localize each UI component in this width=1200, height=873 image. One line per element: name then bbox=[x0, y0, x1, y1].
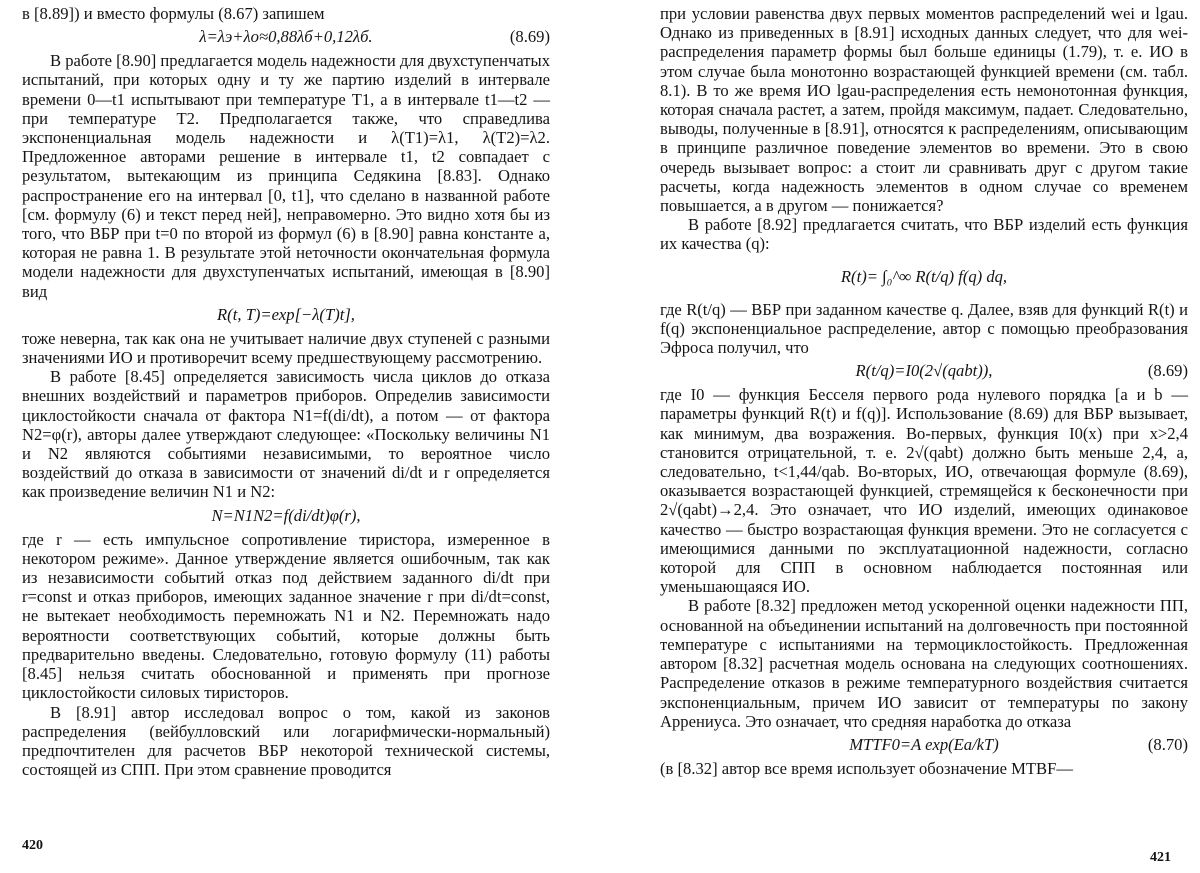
page-number-right: 421 bbox=[1150, 850, 1171, 865]
paragraph: В работе [8.32] предложен метод ускоренной оценки надежности ПП, основанной на объединении испытаний на долговечность при постоянной температуре с испытаниями на термоциклостойкость. Предложенная автором [8.32] расчетная модель основана на следующих соотношениях. Распределение отказов в режиме температурного воздействия считается экспоненциальным, причем ИО зависит от температуры по закону Аррениуса. Это означает, что средняя наработка до отказа bbox=[660, 596, 1188, 731]
formula bbox=[22, 23, 550, 51]
paragraph: В работе [8.92] предлагается считать, что ВБР изделий есть функция их качества (q): bbox=[660, 215, 1188, 254]
equation-number: (8.69) bbox=[1147, 361, 1188, 381]
formula bbox=[660, 254, 1188, 300]
formula bbox=[22, 301, 550, 329]
formula-text: R(t)= ∫₀^∞ R(t/q) f(q) dq, bbox=[840, 266, 1008, 286]
formula bbox=[22, 502, 550, 530]
paragraph: где R(t/q) — ВБР при заданном качестве q. Далее, взяв для функций R(t) и f(q) экспоненциальное распределение, автор с помощью преобразования Эфроса получил, что bbox=[660, 299, 1188, 358]
left-page bbox=[22, 4, 550, 779]
paragraph: В работе [8.90] предлагается модель надежности для двухступенчатых испытаний, при которых одну и ту же партию изделий в интервале времени 0—t1 испытывают при температуре T1, а в интервале t1—t2 — при температуре T2. Предполагается также, что справедлива экспоненциальная модель надежности и λ(T1)=λ1, λ(T2)=λ2. Предложенное авторами решение в интервале t1, t2 совпадает с результатом, вытекающим из принципа Седякина [8.83]. Однако распространение его на интервал [0, t1], что сделано в названной работе [см. формулу (6) и текст перед ней], неправомерно. Это видно хотя бы из того, что ВБР при t=0 по второй из формул (6) в [8.90] равна константе a, которая не равна 1. В результате этой неточности окончательная формула модели надежности для двухступенчатых испытаний, имеющая в [8.90] вид bbox=[22, 51, 550, 301]
formula-text: λ=λэ+λо≈0,88λб+0,12λб. bbox=[199, 27, 373, 47]
paragraph: где I0 — функция Бесселя первого рода нулевого порядка [a и b — параметры функций R(t) и f(q)]. Использование (8.69) для ВБР вызывает, как минимум, два возражения. Во-первых, функция I0(x) при x>2,4 становится отрицательной, т. е. 2√(qabt) должно быть меньше 2,4, а, следовательно, t<1,44/qab. Во-вторых, ИО, отвечающая формуле (8.69), оказывается возрастающей функцией, стремящейся к бесконечности при 2√(qabt)→2,4. Это означает, что ИО изделий, имеющих одинаковое качество — быстро возрастающая функция времени. Это не согласуется с имеющимися данными по эксплуатационной надежности, согласно которой для СПП в основном наблюдается постоянная или уменьшающаяся ИО. bbox=[660, 385, 1188, 597]
paragraph: при условии равенства двух первых моментов распределений wei и lgau. Однако из приведенных в [8.91] исходных данных следует, что для wei-распределения параметр формы был больше единицы (1.79), т. е. ИО в этом случае была монотонно возрастающей функцией времени (см. табл. 8.1). В то же время ИО lgau-распределения есть немонотонная функция, которая сначала растет, а затем, пройдя максимум, падает. Следовательно, выводы, полученные в [8.91], относятся к распределениям, описывающим в принципе различное поведение элементов во времени. Это в свою очередь вызывает вопрос: а стоит ли сравнивать друг с другом такие расчеты, когда надежность элементов в одном случае со временем повышается, а в другом — понижается? bbox=[660, 4, 1188, 216]
formula-text: N=N1N2=f(di/dt)φ(r), bbox=[211, 505, 361, 525]
equation-number: (8.69) bbox=[509, 27, 550, 47]
paragraph: (в [8.32] автор все время использует обозначение MTBF— bbox=[660, 758, 1073, 778]
formula-text: MTTF0=A exp(Ea/kT) bbox=[849, 734, 999, 754]
paragraph: В работе [8.45] определяется зависимость числа циклов до отказа внешних воздействий и параметров приборов. Определив зависимости циклостойкости сначала от фактора N1=f(di/dt), а потом — от фактора N2=φ(r), авторы далее утверждают следующее: «Поскольку величины N1 и N2 являются событиями независимыми, то вероятное число воздействий до отказа в зависимости от значений di/dt и r определяется как произведение величин N1 и N2: bbox=[22, 367, 550, 502]
formula bbox=[660, 357, 1188, 385]
formula-text: R(t, T)=exp[−λ(T)t], bbox=[217, 304, 355, 324]
page-number-left: 420 bbox=[22, 838, 43, 853]
equation-number: (8.70) bbox=[1147, 734, 1188, 754]
formula bbox=[660, 731, 1188, 759]
right-page bbox=[660, 4, 1188, 778]
paragraph: в [8.89]) и вместо формулы (8.67) запишем bbox=[22, 4, 325, 23]
paragraph: тоже неверна, так как она не учитывает наличие двух ступеней с разными значениями ИО и противоречит всему предшествующему рассмотрению. bbox=[22, 328, 550, 368]
paragraph: В [8.91] автор исследовал вопрос о том, какой из законов распределения (вейбулловский или логарифмически-нормальный) предпочтителен для расчетов ВБР некоторой технической системы, состоящей из СПП. При этом сравнение проводится bbox=[22, 702, 550, 780]
formula-text: R(t/q)=I0(2√(qabt)), bbox=[855, 361, 993, 381]
paragraph: где r — есть импульсное сопротивление тиристора, измеренное в некотором режиме». Данное утверждение является ошибочным, так как из независимости событий отказ под действием заданного di/dt при r=const и отказ приборов, имеющих заданное значение r при di/dt=const, не вытекает необходимость перемножать N1 и N2. Перемножать надо вероятности соответствующих событий, которые должны быть предварительно введены. Следовательно, готовую формулу (11) работы [8.45] нельзя считать обоснованной и применять при прогнозе циклостойкости силовых тиристоров. bbox=[22, 529, 550, 703]
